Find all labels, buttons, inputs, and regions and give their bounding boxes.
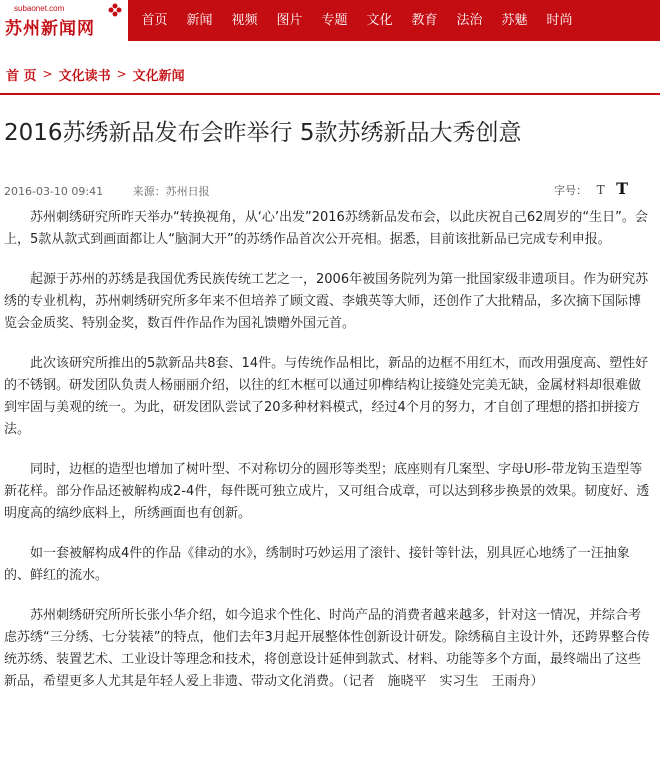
- nav-item[interactable]: 视频: [231, 13, 258, 28]
- article-source: 来源：苏州日报: [132, 185, 210, 198]
- breadcrumb: [0, 55, 660, 95]
- breadcrumb-home[interactable]: 首 页: [6, 68, 37, 84]
- article-date: 2016-03-10 09:41: [4, 185, 104, 198]
- font-large-button[interactable]: T: [616, 179, 628, 198]
- site-name: 苏州新闻网: [5, 19, 95, 38]
- article-paragraph: 如一套被解构成4件的作品《律动的水》，绣制时巧妙运用了滚针、接针等针法，别具匠心地绣了一汪抽象的、鲜红的流水。: [4, 546, 630, 583]
- font-size-label: 字号：: [554, 184, 588, 197]
- font-small-button[interactable]: T: [596, 183, 605, 197]
- article-paragraph: 起源于苏州的苏绣是我国优秀民族传统工艺之一，2006年被国务院列为第一批国家级非遗项目。作为研究苏绣的专业机构，苏州刺绣研究所多年来不但培养了顾文霞、李娥英等大师，还创作了大批精品，多次摘下国际博览会金质奖、特别金奖，数百件作品作为国礼馈赠外国元首。: [4, 272, 649, 331]
- article-title: 2016苏绣新品发布会昨举行 5款苏绣新品大秀创意: [4, 120, 522, 146]
- nav-item[interactable]: 新闻: [186, 13, 213, 28]
- breadcrumb-separator-icon: >: [42, 67, 53, 81]
- breadcrumb-culture-news[interactable]: 文化新闻: [132, 68, 185, 84]
- nav-item[interactable]: 教育: [411, 13, 438, 28]
- nav-item[interactable]: 时尚: [546, 13, 573, 28]
- article-body: [4, 207, 650, 711]
- nav-item[interactable]: 首页: [141, 13, 168, 28]
- main-nav: [132, 0, 582, 41]
- nav-item[interactable]: 图片: [276, 13, 303, 28]
- breadcrumb-culture-reading[interactable]: 文化读书: [58, 68, 111, 84]
- top-nav-bar: [0, 0, 660, 41]
- site-domain: subaonet.com: [14, 4, 65, 13]
- article-paragraph: 此次该研究所推出的5款新品共8套、14件。与传统作品相比，新品的边框不用红木，而改用强度高、塑性好的不锈钢。研发团队负责人杨丽丽介绍，以往的红木框可以通过卯榫结构让接缝处完美无缺，金属材料却很难做到牢固与美观的统一。为此，研发团队尝试了20多种材料模式，经过4个月的努力，才自创了理想的搭扣拼接方法。: [4, 356, 649, 437]
- breadcrumb-separator-icon: >: [116, 67, 127, 81]
- article-paragraph: 苏州刺绣研究所昨天举办“转换视角，从‘心’出发”2016苏绣新品发布会，以此庆祝自己62周岁的“生日”。会上，5款从款式到画面都让人“脑洞大开”的苏绣作品首次公开亮相。据悉，目前该批新品已完成专利申报。: [4, 210, 648, 247]
- article-paragraph: 苏州刺绣研究所所长张小华介绍，如今追求个性化、时尚产品的消费者越来越多，针对这一情况，并综合考虑苏绣“三分绣、七分装裱”的特点，他们去年3月起开展整体性创新设计研发。除绣稿自主设计外，还跨界整合传统苏绣、装置艺术、工业设计等理念和技术，将创意设计延伸到款式、材料、功能等多个方面，最终端出了这些新品，希望更多人尤其是年轻人爱上非遗、带动文化消费。（记者 施晓平 实习生 王雨舟）: [4, 608, 650, 689]
- article-meta: [4, 179, 644, 199]
- nav-item[interactable]: 文化: [366, 13, 393, 28]
- site-logo[interactable]: [0, 0, 128, 41]
- nav-item[interactable]: 苏魅: [501, 13, 528, 28]
- nav-item[interactable]: 法治: [456, 13, 483, 28]
- nav-item[interactable]: 专题: [321, 13, 348, 28]
- article-paragraph: 同时，边框的造型也增加了树叶型、不对称切分的圆形等类型；底座则有几案型、字母U形-带龙钩玉造型等新花样。部分作品还被解构成2-4件，每件既可独立成片，又可组合成章，可以达到移步换景的效果。韧度好、透明度高的缟纱底料上，所绣画面也有创新。: [4, 462, 650, 521]
- flower-logo-icon: [108, 3, 122, 17]
- font-size-control: [554, 179, 628, 198]
